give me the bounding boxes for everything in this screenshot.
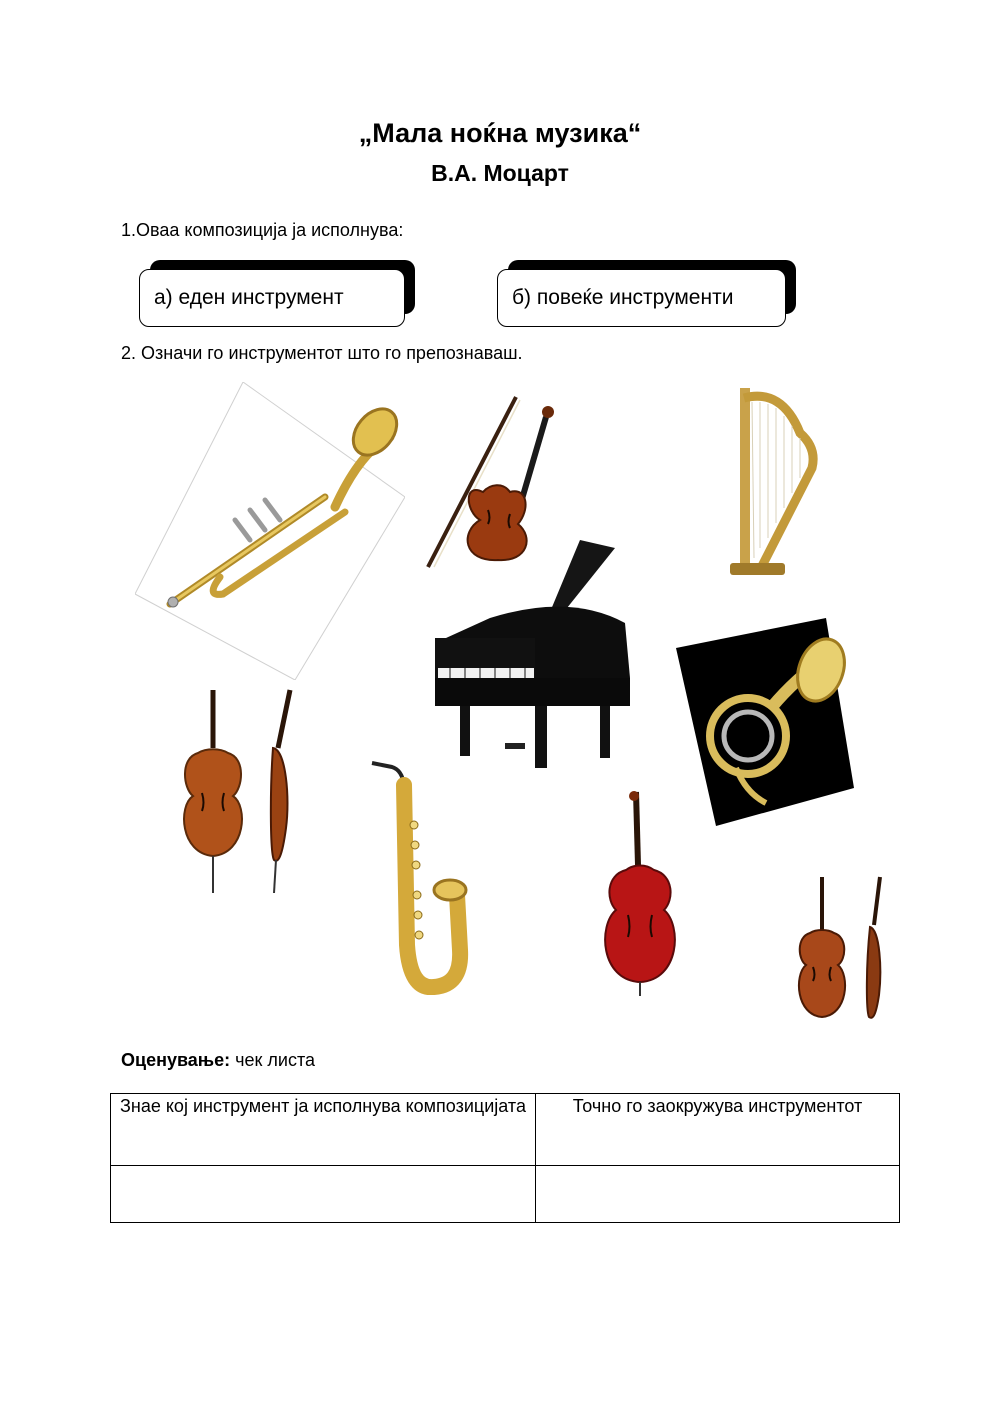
checklist-row: [111, 1166, 900, 1223]
checklist-header-cell: Точно го заокружува инструментот: [536, 1094, 900, 1166]
question-2-text: 2. Означи го инструментот што го препознаваш.: [121, 343, 523, 363]
checklist-header-cell: Знае кој инструмент ја исполнува композицијата: [111, 1094, 536, 1166]
question-1-text: 1.Оваа композиција ја исполнува:: [121, 220, 404, 240]
option-a-button[interactable]: а) еден инструмент: [139, 269, 405, 327]
grand-piano-icon[interactable]: [430, 538, 640, 773]
french-horn-icon[interactable]: [676, 618, 854, 826]
evaluation-line: [121, 1050, 315, 1071]
checklist-cell[interactable]: [536, 1166, 900, 1223]
saxophone-icon[interactable]: [362, 755, 472, 995]
harp-icon[interactable]: [722, 388, 822, 578]
trumpet-icon[interactable]: [135, 382, 405, 680]
checklist-header-row: [111, 1094, 900, 1166]
evaluation-text: чек листа: [235, 1050, 316, 1070]
option-b-button[interactable]: б) повеќе инструменти: [497, 269, 786, 327]
cello-icon[interactable]: [178, 688, 308, 895]
page-title: „Мала ноќна музика“: [358, 118, 642, 148]
checklist-table: [110, 1093, 900, 1223]
checklist-cell[interactable]: [111, 1166, 536, 1223]
evaluation-label: Оценување:: [121, 1050, 231, 1070]
page-subtitle: В.А. Моцарт: [431, 160, 569, 186]
double-bass-icon[interactable]: [598, 790, 688, 998]
viola-icon[interactable]: [794, 875, 894, 1023]
